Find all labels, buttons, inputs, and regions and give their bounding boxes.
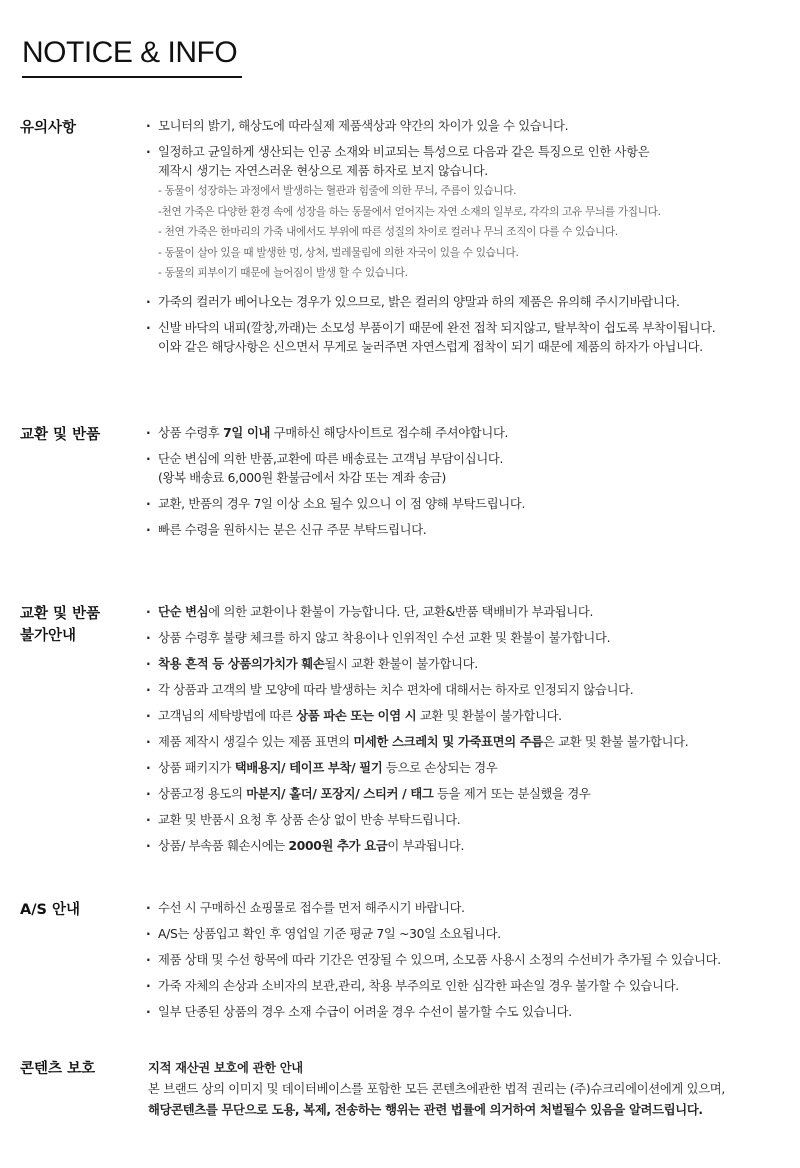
list-item: · 상품고정 용도의 마분지/ 홀더/ 포장지/ 스티커 / 태그 등을 제거 또는 분실했을 경우 bbox=[146, 785, 786, 804]
list-item: · 가죽의 컬러가 베어나오는 경우가 있으므로, 밝은 컬러의 양말과 하의 제품은 유의해 주시기바랍니다. bbox=[146, 293, 786, 312]
as-list bbox=[146, 899, 786, 1022]
content-heading: 지적 재산권 보호에 관한 안내 bbox=[148, 1061, 303, 1075]
list-item: · 단순 변심에 의한 반품,교환에 따른 배송료는 고객님 부담이십니다. (왕복 배송료 6,000원 환불금에서 차감 또는 계좌 송금) bbox=[146, 450, 786, 488]
list-item: · 제품 상태 및 수선 항목에 따라 기간은 연장될 수 있으며, 소모품 사용시 소정의 수선비가 추가될 수 있습니다. bbox=[146, 951, 786, 970]
exchange-list bbox=[146, 424, 786, 540]
list-item: · 상품/ 부속품 훼손시에는 2000원 추가 요금이 부과됩니다. bbox=[146, 837, 786, 856]
list-item: · 신발 바닥의 내피(깔창,까래)는 소모성 부품이기 때문에 완전 접착 되지않고, 탈부착이 쉽도록 부착이됩니다. 이와 같은 해당사항은 신으면서 무게로 눌러주면 자연스럽게 접착이 되기 때문에 제품의 하자가 아닙니다. bbox=[146, 319, 786, 357]
content-line-1: 본 브랜드 상의 이미지 및 데이터베이스를 포함한 모든 콘텐츠에관한 법적 권리는 (주)슈크리에이션에게 있으며, bbox=[148, 1082, 725, 1096]
caution-list bbox=[146, 117, 786, 357]
list-item: · 일정하고 균일하게 생산되는 인공 소재와 비교되는 특성으로 다음과 같은 특징으로 인한 사항은 제작시 생기는 자연스러운 현상으로 제품 하자로 보지 않습니다. bbox=[146, 143, 786, 181]
title-underline bbox=[22, 76, 242, 78]
list-item: · 교환, 반품의 경우 7일 이상 소요 될수 있으니 이 점 양해 부탁드립니다. bbox=[146, 495, 786, 514]
list-item: · 상품 수령후 불량 체크를 하지 않고 착용이나 인위적인 수선 교환 및 환불이 불가합니다. bbox=[146, 629, 786, 648]
content-line-2: 해당콘텐츠를 무단으로 도용, 복제, 전송하는 행위는 관련 법률에 의거하여 처벌될수 있음을 알려드립니다. bbox=[148, 1103, 703, 1117]
section-label-content: 콘텐츠 보호 bbox=[20, 1061, 96, 1077]
list-item: · 각 상품과 고객의 발 모양에 따라 발생하는 치수 편차에 대해서는 하자로 인정되지 않습니다. bbox=[146, 681, 786, 700]
page-title: NOTICE & INFO bbox=[22, 36, 238, 69]
list-item: · A/S는 상품입고 확인 후 영업일 기준 평균 7일 ~30일 소요됩니다. bbox=[146, 925, 786, 944]
list-item: · 교환 및 반품시 요청 후 상품 손상 없이 반송 부탁드립니다. bbox=[146, 811, 786, 830]
list-item: · 일부 단종된 상품의 경우 소재 수급이 어려울 경우 수선이 불가할 수도 있습니다. bbox=[146, 1003, 786, 1022]
section-label-as: A/S 안내 bbox=[20, 902, 81, 918]
caution-sublist: - 동물이 성장하는 과정에서 발생하는 혈관과 힘줄에 의한 무늬, 주름이 있습니다. -천연 가죽은 다양한 환경 속에 성장을 하는 동물에서 얻어지는 자연 소재의 일부로, 각각의 고유 무늬를 가집니다. - 천연 가죽은 한마리의 가죽 내에서도 부위에 따른 성질의 차이로 컬러나 무늬 조직이 다를 수 있습니다. - 동물이 살아 있을 때 발생한 멍, 상처, 벌레물림에 의한 자국이 있을 수 있습니다. - 동물의 피부이기 때문에 늘어짐이 발생 할 수 있습니다. bbox=[158, 185, 661, 279]
list-item: · 상품 수령후 7일 이내 구매하신 해당사이트로 접수해 주셔야합니다. bbox=[146, 424, 786, 443]
list-item: · 착용 흔적 등 상품의가치가 훼손될시 교환 환불이 불가합니다. bbox=[146, 655, 786, 674]
list-item: · 수선 시 구매하신 쇼핑몰로 접수를 먼저 해주시기 바랍니다. bbox=[146, 899, 786, 918]
section-label-unavailable: 교환 및 반품 불가안내 bbox=[20, 606, 101, 644]
list-item: · 빠른 수령을 원하시는 분은 신규 주문 부탁드립니다. bbox=[146, 521, 786, 540]
section-label-exchange: 교환 및 반품 bbox=[20, 427, 101, 443]
list-item: · 상품 패키지가 택배용지/ 테이프 부착/ 필기 등으로 손상되는 경우 bbox=[146, 759, 786, 778]
section-label-caution: 유의사항 bbox=[20, 120, 77, 136]
list-item: · 제품 제작시 생길수 있는 제품 표면의 미세한 스크레치 및 가죽표면의 주름은 교환 및 환불 불가합니다. bbox=[146, 733, 786, 752]
list-item: · 고객님의 세탁방법에 따른 상품 파손 또는 이염 시 교환 및 환불이 불가합니다. bbox=[146, 707, 786, 726]
list-item: · 단순 변심에 의한 교환이나 환불이 가능합니다. 단, 교환&반품 택배비가 부과됩니다. bbox=[146, 603, 786, 622]
content-protection-body bbox=[148, 1058, 788, 1121]
list-item: · 모니터의 밝기, 해상도에 따라실제 제품색상과 약간의 차이가 있을 수 있습니다. bbox=[146, 117, 786, 136]
unavailable-list bbox=[146, 603, 786, 856]
list-item: · 가죽 자체의 손상과 소비자의 보관,관리, 착용 부주의로 인한 심각한 파손일 경우 불가할 수 있습니다. bbox=[146, 977, 786, 996]
